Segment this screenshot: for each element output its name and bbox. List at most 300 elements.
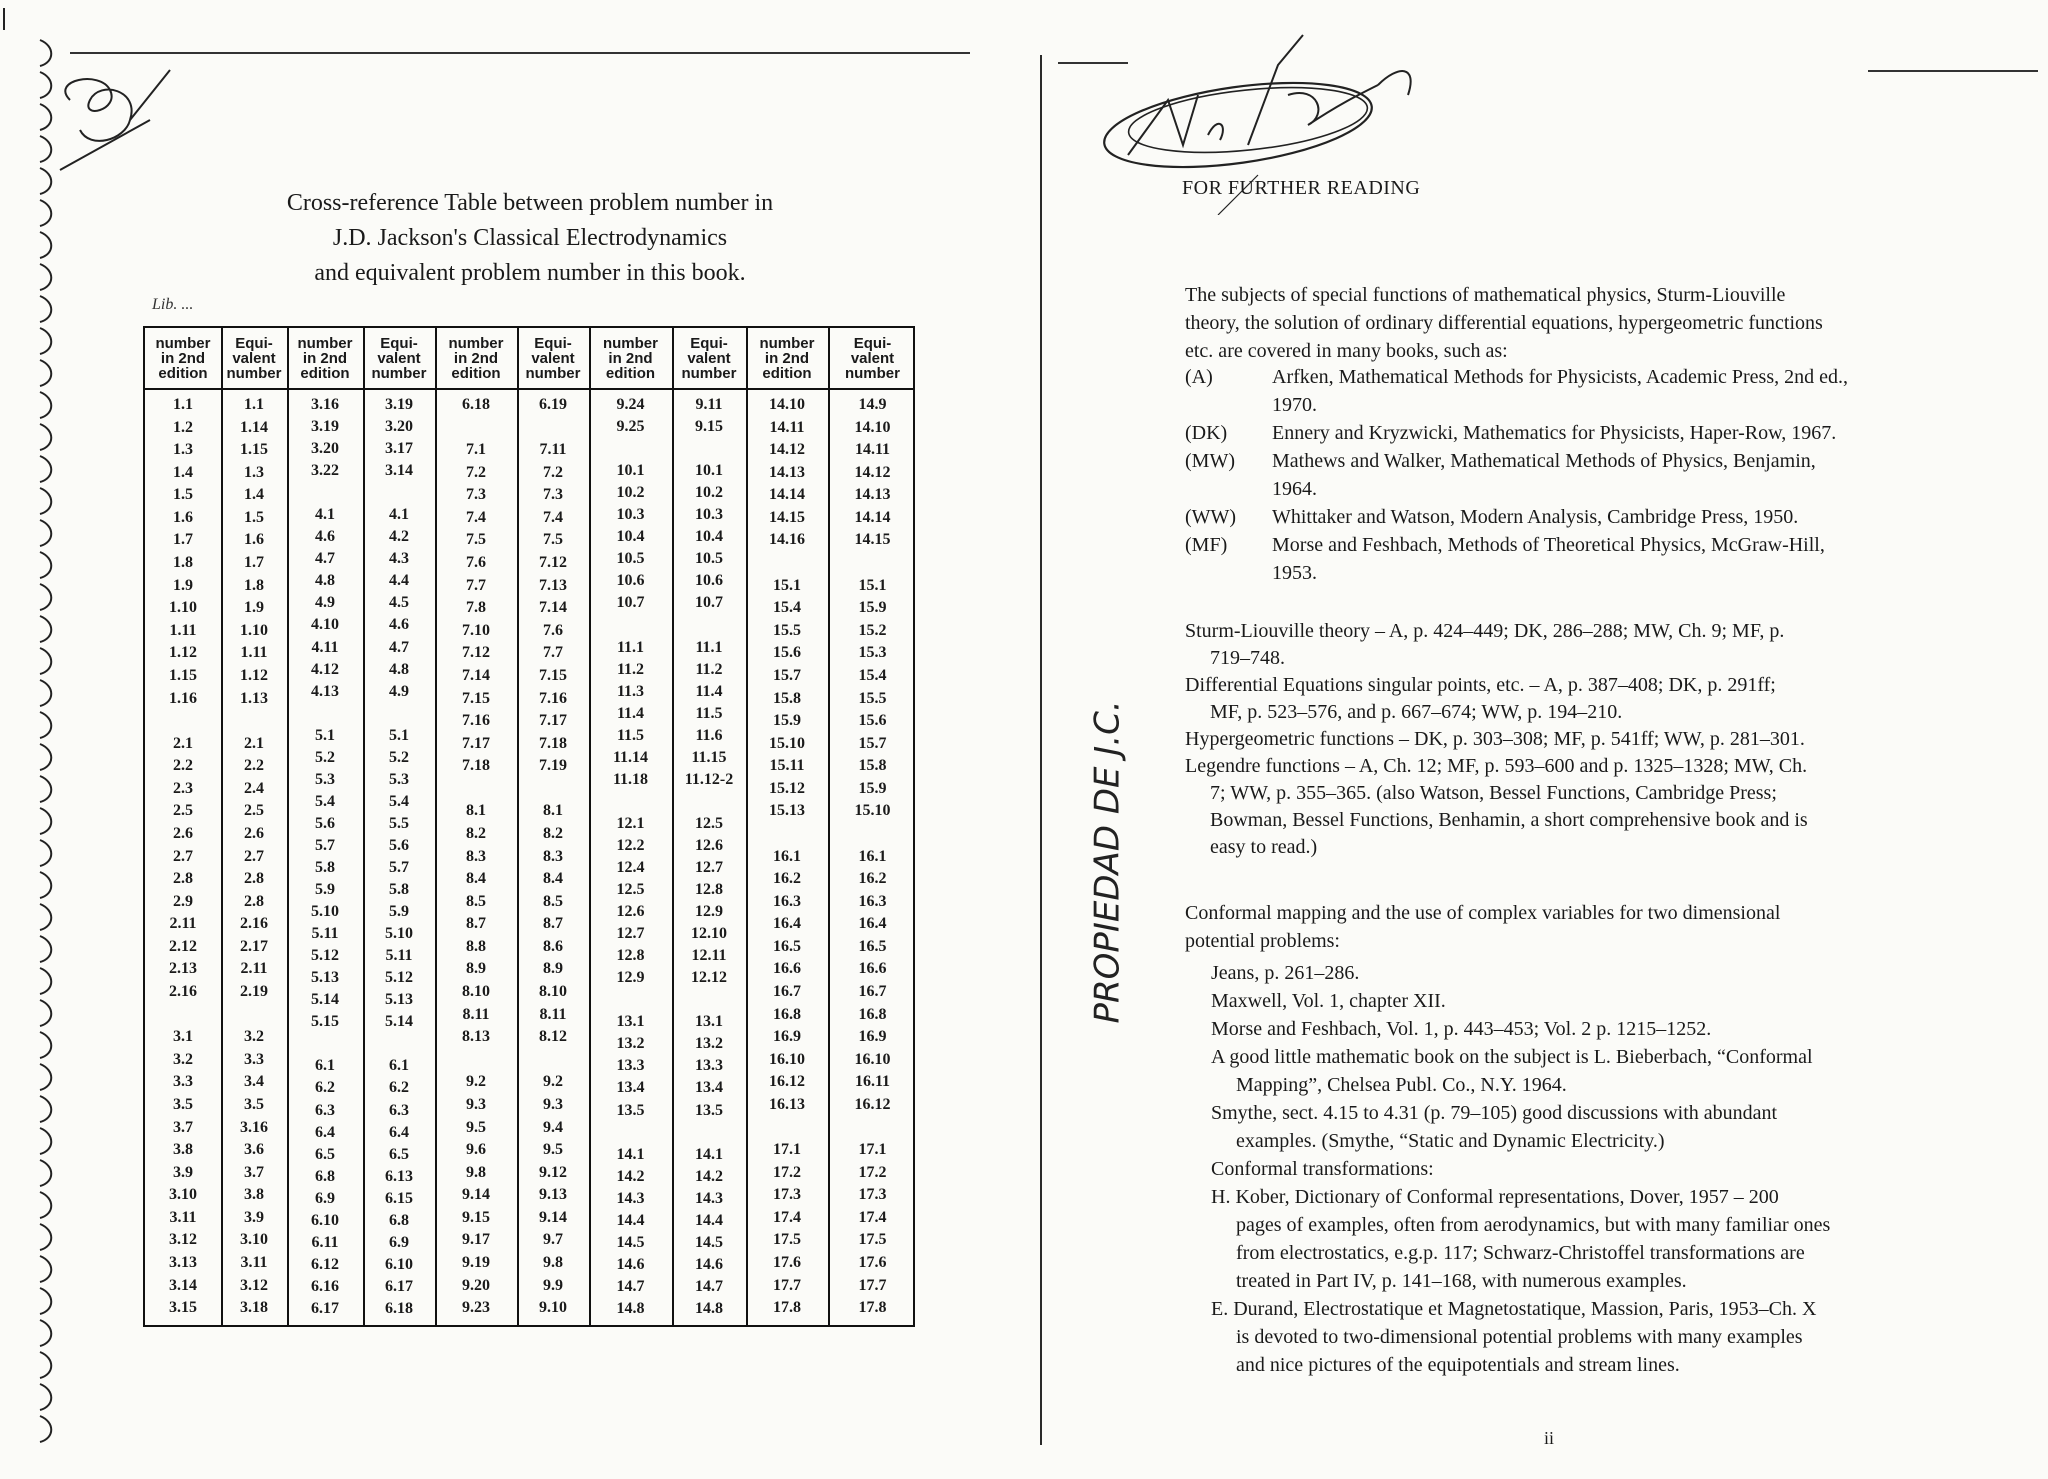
reference-line: 1970. <box>1272 394 1317 416</box>
table-cell: 16.4 <box>858 915 887 933</box>
conformal-item-line: and nice pictures of the equipotentials and stream lines. <box>1236 1354 1680 1376</box>
table-cell: 3.14 <box>169 1276 197 1294</box>
table-cell: 5.11 <box>311 925 339 943</box>
table-cell: 3.5 <box>244 1095 264 1113</box>
table-column <box>589 388 672 1325</box>
table-cell: 9.10 <box>539 1299 567 1317</box>
table-cell: 14.2 <box>616 1167 645 1185</box>
table-cell: 13.5 <box>616 1101 645 1119</box>
table-cell: 12.9 <box>695 903 723 921</box>
table-cell: 9.5 <box>466 1118 486 1136</box>
column-rule <box>221 328 223 1325</box>
table-cell: 16.6 <box>858 960 887 978</box>
table-cell: 13.3 <box>695 1057 723 1075</box>
table-cell: 7.15 <box>462 689 490 707</box>
table-column <box>746 388 828 1325</box>
table-cell: 7.12 <box>539 554 567 572</box>
table-cell: 15.3 <box>858 644 887 662</box>
top-rule <box>70 52 970 54</box>
table-cell: 2.2 <box>244 757 264 775</box>
table-cell: 3.9 <box>244 1208 264 1226</box>
table-cell: 11.12-2 <box>684 770 734 788</box>
table-cell: 2.6 <box>173 824 193 842</box>
table-cell: 6.1 <box>389 1057 409 1075</box>
table-cell: 12.5 <box>695 814 723 832</box>
table-cell: 4.3 <box>389 550 409 568</box>
table-cell: 15.6 <box>773 644 801 662</box>
table-cell: 4.8 <box>315 572 335 590</box>
table-cell: 4.12 <box>311 660 339 678</box>
table-cell: 14.4 <box>616 1211 645 1229</box>
table-cell: 6.19 <box>539 396 567 413</box>
table-cell: 3.22 <box>311 462 339 480</box>
table-cell: 1.3 <box>244 463 264 481</box>
table-cell: 14.15 <box>854 531 891 549</box>
table-cell: 9.14 <box>462 1186 490 1204</box>
topic-line: 7; WW, p. 355–365. (also Watson, Bessel Functions, Cambridge Press; <box>1210 782 1777 804</box>
table-cell: 3.2 <box>244 1028 264 1046</box>
table-cell: 9.15 <box>695 418 723 436</box>
topic-line: Hypergeometric functions – DK, p. 303–308; MF, p. 541ff; WW, p. 281–301. <box>1185 728 1805 750</box>
table-cell: 11.1 <box>616 638 645 656</box>
table-cell: 16.10 <box>769 1050 805 1068</box>
table-cell: 15.7 <box>773 666 801 684</box>
table-cell: 14.14 <box>854 508 891 526</box>
column-header: number in 2nd edition <box>297 334 353 382</box>
table-cell: 6.8 <box>315 1167 335 1185</box>
table-cell: 12.7 <box>616 925 645 943</box>
table-cell: 3.3 <box>173 1073 193 1091</box>
table-cell: 14.11 <box>769 418 805 436</box>
table-cell: 6.17 <box>385 1277 413 1295</box>
table-cell: 7.4 <box>466 508 486 526</box>
column-header: Equi- valent number <box>681 334 737 382</box>
table-cell: 8.6 <box>543 937 563 955</box>
table-cell: 11.5 <box>695 704 723 722</box>
table-cell: 6.3 <box>315 1101 335 1119</box>
table-cell: 10.4 <box>616 528 645 546</box>
table-cell: 16.3 <box>773 892 801 910</box>
table-cell: 7.10 <box>462 621 490 639</box>
table-cell: 8.1 <box>466 802 486 820</box>
topic-line: Bowman, Bessel Functions, Benhamin, a short comprehensive book and is <box>1210 809 1808 831</box>
table-cell: 14.10 <box>769 396 805 413</box>
conformal-item-line: Jeans, p. 261–286. <box>1211 962 1360 984</box>
table-cell: 8.11 <box>539 1005 567 1023</box>
intro-line: etc. are covered in many books, such as: <box>1185 340 1508 362</box>
table-cell: 9.25 <box>616 418 645 436</box>
table-cell: 14.1 <box>616 1145 645 1163</box>
table-cell: 6.3 <box>389 1101 409 1119</box>
table-cell: 3.8 <box>173 1141 193 1159</box>
table-cell: 5.7 <box>315 836 335 854</box>
table-cell: 1.11 <box>240 644 268 662</box>
table-cell: 14.16 <box>769 531 805 549</box>
table-cell: 16.10 <box>854 1050 891 1068</box>
table-cell: 7.6 <box>466 554 486 572</box>
table-cell: 2.17 <box>240 937 268 955</box>
table-cell: 2.2 <box>173 757 193 775</box>
table-cell: 6.12 <box>311 1255 339 1273</box>
table-cell: 5.13 <box>385 991 413 1009</box>
table-column <box>221 388 287 1325</box>
table-cell: 1.11 <box>169 621 197 639</box>
table-cell: 2.4 <box>244 779 264 797</box>
table-cell: 12.1 <box>616 814 645 832</box>
table-cell: 17.6 <box>773 1253 801 1271</box>
table-cell: 2.8 <box>244 892 264 910</box>
table-cell: 3.19 <box>385 396 413 413</box>
table-column <box>363 388 435 1325</box>
table-cell: 3.6 <box>244 1141 264 1159</box>
intro-line: The subjects of special functions of mathematical physics, Sturm-Liouville <box>1185 284 1786 306</box>
column-header: Equi- valent number <box>371 334 427 382</box>
table-cell: 12.6 <box>616 903 645 921</box>
table-cell: 4.7 <box>315 550 335 568</box>
table-cell: 14.8 <box>616 1299 645 1317</box>
table-cell: 7.7 <box>543 644 563 662</box>
table-cell: 9.20 <box>462 1276 490 1294</box>
table-cell: 7.7 <box>466 576 486 594</box>
table-cell: 17.1 <box>858 1141 887 1159</box>
table-cell: 7.3 <box>466 486 486 504</box>
table-cell: 2.19 <box>240 983 268 1001</box>
topic-line: easy to read.) <box>1210 836 1318 858</box>
table-cell: 5.7 <box>389 858 409 876</box>
table-cell: 3.10 <box>240 1231 268 1249</box>
table-cell: 12.2 <box>616 836 645 854</box>
table-cell: 13.4 <box>695 1079 723 1097</box>
table-title-line: and equivalent problem number in this book. <box>314 260 746 286</box>
table-cell: 4.6 <box>315 528 335 546</box>
table-cell: 4.10 <box>311 616 339 634</box>
table-cell: 16.9 <box>773 1028 801 1046</box>
table-cell: 11.1 <box>695 638 723 656</box>
topic-line: Sturm-Liouville theory – A, p. 424–449; DK, 286–288; MW, Ch. 9; MF, p. <box>1185 620 1785 642</box>
table-cell: 4.9 <box>389 682 409 700</box>
table-cell: 6.10 <box>311 1211 339 1229</box>
column-header: Equi- valent number <box>844 334 900 382</box>
table-cell: 4.11 <box>311 638 339 656</box>
section-heading: FOR FURTHER READING <box>1182 177 1421 199</box>
table-cell: 5.10 <box>311 903 339 921</box>
reference-tag: (MW) <box>1185 450 1235 472</box>
table-cell: 10.4 <box>695 528 723 546</box>
table-cell: 14.12 <box>769 441 805 459</box>
table-cell: 14.6 <box>616 1255 645 1273</box>
table-cell: 1.16 <box>169 689 197 707</box>
table-cell: 16.6 <box>773 960 801 978</box>
table-cell: 10.3 <box>616 506 645 524</box>
table-cell: 12.9 <box>616 969 645 987</box>
table-cell: 14.13 <box>854 486 891 504</box>
table-cell: 14.12 <box>854 463 891 481</box>
table-cell: 7.16 <box>539 689 567 707</box>
reference-line: Mathews and Walker, Mathematical Methods of Physics, Benjamin, <box>1272 450 1816 472</box>
table-cell: 17.8 <box>858 1299 887 1317</box>
table-cell: 7.14 <box>539 599 567 617</box>
table-cell: 1.14 <box>240 418 268 436</box>
table-cell: 2.8 <box>244 870 264 888</box>
table-cell: 8.12 <box>539 1028 567 1046</box>
column-rule <box>363 328 365 1325</box>
table-cell: 17.2 <box>773 1163 801 1181</box>
table-cell: 5.9 <box>315 881 335 899</box>
table-cell: 2.11 <box>169 915 197 933</box>
table-cell: 5.8 <box>389 881 409 899</box>
table-cell: 17.8 <box>773 1299 801 1317</box>
table-cell: 6.1 <box>315 1057 335 1075</box>
table-cell: 15.9 <box>773 712 801 730</box>
table-cell: 2.6 <box>244 824 264 842</box>
column-rule <box>672 328 674 1325</box>
table-cell: 3.9 <box>173 1163 193 1181</box>
table-cell: 5.13 <box>311 969 339 987</box>
table-cell: 16.1 <box>773 847 801 865</box>
table-cell: 13.5 <box>695 1101 723 1119</box>
conformal-item-line: E. Durand, Electrostatique et Magnetostatique, Massion, Paris, 1953–Ch. X <box>1211 1298 1817 1320</box>
table-cell: 7.1 <box>466 441 486 459</box>
table-cell: 8.5 <box>543 892 563 910</box>
table-cell: 3.17 <box>385 440 413 458</box>
table-cell: 1.12 <box>240 666 268 684</box>
table-cell: 17.7 <box>858 1276 887 1294</box>
top-rule-right-end <box>1868 70 2038 72</box>
table-cell: 6.15 <box>385 1189 413 1207</box>
table-cell: 12.7 <box>695 858 723 876</box>
table-cell: 3.2 <box>173 1050 193 1068</box>
table-cell: 16.7 <box>858 983 887 1001</box>
table-cell: 14.4 <box>695 1211 723 1229</box>
table-cell: 6.17 <box>311 1299 339 1317</box>
table-cell: 6.11 <box>311 1233 339 1251</box>
table-cell: 5.14 <box>311 991 339 1009</box>
table-cell: 12.11 <box>691 947 727 965</box>
table-cell: 16.7 <box>773 983 801 1001</box>
table-cell: 8.5 <box>466 892 486 910</box>
table-cell: 7.2 <box>543 463 563 481</box>
table-cell: 7.17 <box>462 734 490 752</box>
table-cell: 2.3 <box>173 779 193 797</box>
table-cell: 9.19 <box>462 1253 490 1271</box>
reference-tag: (WW) <box>1185 506 1237 528</box>
column-header: Equi- valent number <box>226 334 282 382</box>
table-cell: 14.2 <box>695 1167 723 1185</box>
table-cell: 16.8 <box>773 1005 801 1023</box>
table-cell: 15.13 <box>769 802 805 820</box>
table-cell: 1.15 <box>169 666 197 684</box>
table-cell: 1.4 <box>244 486 264 504</box>
column-rule <box>589 328 591 1325</box>
table-cell: 6.2 <box>389 1079 409 1097</box>
handwritten-scribble <box>40 60 180 180</box>
table-cell: 14.13 <box>769 463 805 481</box>
table-column <box>517 388 589 1325</box>
table-cell: 10.1 <box>695 462 723 480</box>
column-header: Equi- valent number <box>525 334 581 382</box>
table-cell: 9.17 <box>462 1231 490 1249</box>
reference-line: 1964. <box>1272 478 1317 500</box>
table-cell: 3.5 <box>173 1095 193 1113</box>
table-cell: 12.10 <box>691 925 727 943</box>
table-cell: 4.8 <box>389 660 409 678</box>
table-cell: 15.4 <box>858 666 887 684</box>
table-cell: 8.9 <box>543 960 563 978</box>
table-cell: 6.2 <box>315 1079 335 1097</box>
column-rule <box>287 328 289 1325</box>
reference-line: 1953. <box>1272 562 1317 584</box>
table-cell: 17.4 <box>858 1208 887 1226</box>
table-cell: 6.9 <box>389 1233 409 1251</box>
table-cell: 11.4 <box>616 704 645 722</box>
table-cell: 14.1 <box>695 1145 723 1163</box>
table-cell: 1.8 <box>173 554 193 572</box>
table-cell: 1.1 <box>173 396 193 413</box>
table-cell: 1.6 <box>173 508 193 526</box>
table-cell: 5.6 <box>389 836 409 854</box>
table-cell: 3.1 <box>173 1028 193 1046</box>
table-cell: 6.5 <box>389 1145 409 1163</box>
table-body <box>145 388 913 1325</box>
table-cell: 5.1 <box>389 726 409 744</box>
table-cell: 9.2 <box>466 1073 486 1091</box>
table-cell: 2.7 <box>244 847 264 865</box>
conformal-item-line: from electrostatics, e.g.p. 117; Schwarz-Christoffel transformations are <box>1236 1242 1805 1264</box>
table-cell: 17.6 <box>858 1253 887 1271</box>
table-cell: 15.1 <box>858 576 887 594</box>
table-cell: 8.7 <box>466 915 486 933</box>
cross-reference-table <box>143 326 915 1327</box>
table-cell: 14.5 <box>616 1233 645 1251</box>
table-cell: 6.18 <box>462 396 490 413</box>
table-cell: 8.2 <box>466 824 486 842</box>
table-cell: 13.3 <box>616 1057 645 1075</box>
table-cell: 2.16 <box>240 915 268 933</box>
table-cell: 16.3 <box>858 892 887 910</box>
table-cell: 9.15 <box>462 1208 490 1226</box>
table-cell: 13.4 <box>616 1079 645 1097</box>
table-cell: 16.13 <box>769 1095 805 1113</box>
page-number: ii <box>1544 1428 1555 1448</box>
table-cell: 16.2 <box>773 870 801 888</box>
column-rule <box>435 328 437 1325</box>
table-cell: 6.13 <box>385 1167 413 1185</box>
table-cell: 3.11 <box>169 1208 197 1226</box>
table-cell: 3.16 <box>311 396 339 413</box>
table-cell: 4.4 <box>389 572 409 590</box>
table-cell: 15.12 <box>769 779 805 797</box>
table-cell: 17.3 <box>773 1186 801 1204</box>
table-cell: 7.18 <box>539 734 567 752</box>
table-cell: 4.9 <box>315 594 335 612</box>
table-cell: 15.5 <box>858 689 887 707</box>
table-cell: 3.10 <box>169 1186 197 1204</box>
topic-line: Differential Equations singular points, etc. – A, p. 387–408; DK, p. 291ff; <box>1185 674 1776 696</box>
table-cell: 17.5 <box>773 1231 801 1249</box>
table-cell: 5.15 <box>311 1013 339 1031</box>
table-title <box>190 186 870 291</box>
reference-line: Whittaker and Watson, Modern Analysis, Cambridge Press, 1950. <box>1272 506 1799 528</box>
table-cell: 9.11 <box>695 396 723 413</box>
table-cell: 8.11 <box>462 1005 490 1023</box>
table-cell: 10.6 <box>616 572 645 590</box>
table-cell: 5.3 <box>389 770 409 788</box>
table-cell: 3.14 <box>385 462 413 480</box>
table-cell: 3.7 <box>173 1118 193 1136</box>
table-cell: 3.12 <box>169 1231 197 1249</box>
table-cell: 12.8 <box>616 947 645 965</box>
table-cell: 12.6 <box>695 836 723 854</box>
table-cell: 8.4 <box>543 870 563 888</box>
table-cell: 17.3 <box>858 1186 887 1204</box>
table-cell: 5.12 <box>385 969 413 987</box>
column-rule <box>517 328 519 1325</box>
table-cell: 11.3 <box>616 682 645 700</box>
column-header: number in 2nd edition <box>602 334 658 382</box>
table-cell: 16.1 <box>858 847 887 865</box>
table-cell: 9.24 <box>616 396 645 413</box>
table-cell: 4.1 <box>315 506 335 524</box>
conformal-item-line: H. Kober, Dictionary of Conformal representations, Dover, 1957 – 200 <box>1211 1186 1779 1208</box>
table-cell: 7.6 <box>543 621 563 639</box>
table-title-line: Cross-reference Table between problem number in <box>286 190 774 216</box>
table-column <box>828 388 917 1325</box>
table-cell: 11.14 <box>612 748 649 766</box>
table-cell: 14.8 <box>695 1299 723 1317</box>
table-cell: 1.9 <box>244 599 264 617</box>
table-cell: 13.1 <box>616 1013 645 1031</box>
reference-tag: (DK) <box>1185 422 1228 444</box>
table-cell: 5.3 <box>315 770 335 788</box>
table-cell: 4.2 <box>389 528 409 546</box>
table-cell: 8.10 <box>462 983 490 1001</box>
table-cell: 15.4 <box>773 599 801 617</box>
reference-line: Morse and Feshbach, Methods of Theoretical Physics, McGraw-Hill, <box>1272 534 1825 556</box>
table-cell: 1.8 <box>244 576 264 594</box>
table-cell: 1.5 <box>244 508 264 526</box>
table-cell: 11.5 <box>616 726 645 744</box>
column-header: number in 2nd edition <box>155 334 211 382</box>
table-cell: 11.15 <box>691 748 727 766</box>
topic-line: 719–748. <box>1210 647 1285 669</box>
table-cell: 17.1 <box>773 1141 801 1159</box>
table-cell: 12.8 <box>695 881 723 899</box>
table-cell: 9.13 <box>539 1186 567 1204</box>
table-cell: 9.3 <box>543 1095 563 1113</box>
table-cell: 3.20 <box>311 440 339 458</box>
conformal-item-line: is devoted to two-dimensional potential problems with many examples <box>1236 1326 1803 1348</box>
table-cell: 10.7 <box>616 594 645 612</box>
table-cell: 5.2 <box>315 748 335 766</box>
table-cell: 16.5 <box>858 937 887 955</box>
table-cell: 11.4 <box>695 682 723 700</box>
topic-line: MF, p. 523–576, and p. 667–674; WW, p. 194–210. <box>1210 701 1623 723</box>
table-cell: 5.10 <box>385 925 413 943</box>
table-cell: 7.3 <box>543 486 563 504</box>
table-cell: 3.4 <box>244 1073 264 1091</box>
table-cell: 9.2 <box>543 1073 563 1091</box>
table-cell: 15.10 <box>854 802 891 820</box>
table-cell: 14.7 <box>616 1277 645 1295</box>
intro-line: theory, the solution of ordinary differential equations, hypergeometric functions <box>1185 312 1823 334</box>
table-cell: 11.18 <box>612 770 649 788</box>
table-cell: 7.5 <box>466 531 486 549</box>
table-cell: 2.13 <box>169 960 197 978</box>
table-cell: 1.2 <box>173 418 193 436</box>
table-cell: 15.7 <box>858 734 887 752</box>
table-cell: 15.8 <box>858 757 887 775</box>
table-cell: 11.2 <box>695 660 723 678</box>
